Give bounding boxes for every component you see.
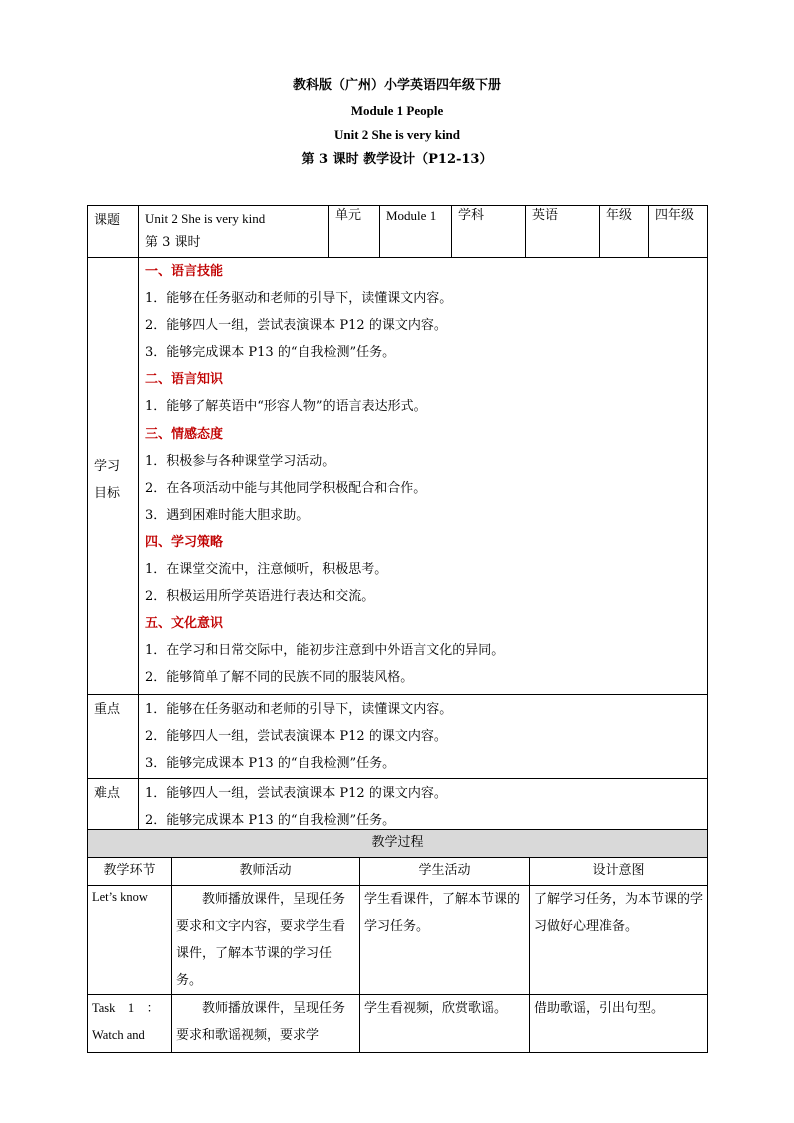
topic-line1: Unit 2 She is very kind	[145, 211, 266, 226]
topic-label: 课题	[88, 206, 139, 258]
header-student: 学生活动	[360, 858, 530, 886]
objectives-label-line1: 学习	[94, 458, 121, 474]
teaching-process-table	[87, 829, 708, 1053]
objective-item: 2．能够四人一组，尝试表演课本 P12 的课文内容。	[145, 318, 447, 334]
difficulty-item: 1．能够四人一组，尝试表演课本 P12 的课文内容。	[145, 786, 447, 802]
doc-title-module: Module 1 People	[350, 103, 444, 118]
objective-section-title: 二、语言知识	[145, 372, 224, 388]
info-row	[88, 206, 708, 258]
difficulty-item: 2．能够完成课本 P13 的“自我检测”任务。	[145, 813, 396, 829]
key-point-item: 2．能够四人一组，尝试表演课本 P12 的课文内容。	[145, 729, 447, 745]
process-row	[88, 995, 708, 1053]
header-stage: 教学环节	[88, 858, 172, 886]
design-intent-cell: 了解学习任务，为本节课的学习做好心理准备。	[530, 886, 708, 995]
difficulties-row	[88, 779, 708, 836]
objective-section-title: 四、学习策略	[145, 534, 224, 550]
objectives-label	[88, 258, 139, 695]
objective-item: 1．能够了解英语中“形容人物”的语言表达形式。	[145, 399, 427, 415]
process-row	[88, 886, 708, 995]
teacher-activity-cell: 教师播放课件，呈现任务要求和歌谣视频，要求学	[172, 995, 360, 1053]
header-intent: 设计意图	[530, 858, 708, 886]
objective-section-title: 五、文化意识	[145, 616, 224, 632]
process-header-row	[88, 858, 708, 886]
subject-label: 学科	[452, 206, 526, 258]
objective-section-title: 三、情感态度	[145, 426, 224, 442]
process-title-row	[88, 830, 708, 858]
unit-value: Module 1	[380, 206, 452, 258]
lesson-info-table	[87, 205, 708, 836]
unit-label: 单元	[329, 206, 380, 258]
key-points-content	[139, 695, 708, 779]
teacher-activity-cell: 教师播放课件，呈现任务要求和文字内容，要求学生看课件，了解本节课的学习任务。	[172, 886, 360, 995]
student-activity-cell: 学生看视频，欣赏歌谣。	[360, 995, 530, 1053]
stage-cell: Let’s know	[88, 886, 172, 995]
objective-item: 1．积极参与各种课堂学习活动。	[145, 453, 336, 469]
doc-title-line1: 教科版（广州）小学英语四年级下册	[292, 78, 501, 93]
objectives-label-line2: 目标	[94, 485, 121, 501]
objective-item: 2．在各项活动中能与其他同学积极配合和合作。	[145, 480, 427, 496]
difficulties-content	[139, 779, 708, 836]
doc-title-lesson: 第 3 课时 教学设计（P12-13）	[301, 152, 493, 167]
stage-line1: Task 1 ：	[92, 1001, 160, 1015]
stage-cell	[88, 995, 172, 1053]
student-activity-cell: 学生看课件，了解本节课的学习任务。	[360, 886, 530, 995]
objectives-row	[88, 258, 708, 695]
stage-line2: Watch and	[92, 1028, 145, 1042]
objective-item: 3．遇到困难时能大胆求助。	[145, 507, 310, 523]
design-intent-cell: 借助歌谣，引出句型。	[530, 995, 708, 1053]
objective-item: 1．能够在任务驱动和老师的引导下，读懂课文内容。	[145, 291, 453, 307]
objective-section-title: 一、语言技能	[145, 264, 224, 279]
objective-item: 2．能够简单了解不同的民族不同的服装风格。	[145, 670, 414, 686]
objective-item: 1．在学习和日常交际中，能初步注意到中外语言文化的异同。	[145, 643, 505, 659]
header-teacher: 教师活动	[172, 858, 360, 886]
grade-label: 年级	[600, 206, 649, 258]
key-point-item: 3．能够完成课本 P13 的“自我检测”任务。	[145, 756, 396, 772]
doc-title-unit: Unit 2 She is very kind	[333, 127, 461, 142]
key-point-item: 1．能够在任务驱动和老师的引导下，读懂课文内容。	[145, 702, 453, 717]
objective-item: 2．积极运用所学英语进行表达和交流。	[145, 589, 375, 605]
objective-item: 3．能够完成课本 P13 的“自我检测”任务。	[145, 345, 396, 361]
topic-value	[139, 206, 329, 258]
key-points-label: 重点	[88, 695, 139, 779]
process-title: 教学过程	[88, 830, 708, 858]
objectives-content	[139, 258, 708, 695]
subject-value: 英语	[526, 206, 600, 258]
key-points-row	[88, 695, 708, 779]
objective-item: 1．在课堂交流中，注意倾听，积极思考。	[145, 562, 388, 578]
grade-value: 四年级	[649, 206, 708, 258]
difficulties-label: 难点	[88, 779, 139, 836]
topic-line2: 第 3 课时	[145, 235, 201, 250]
